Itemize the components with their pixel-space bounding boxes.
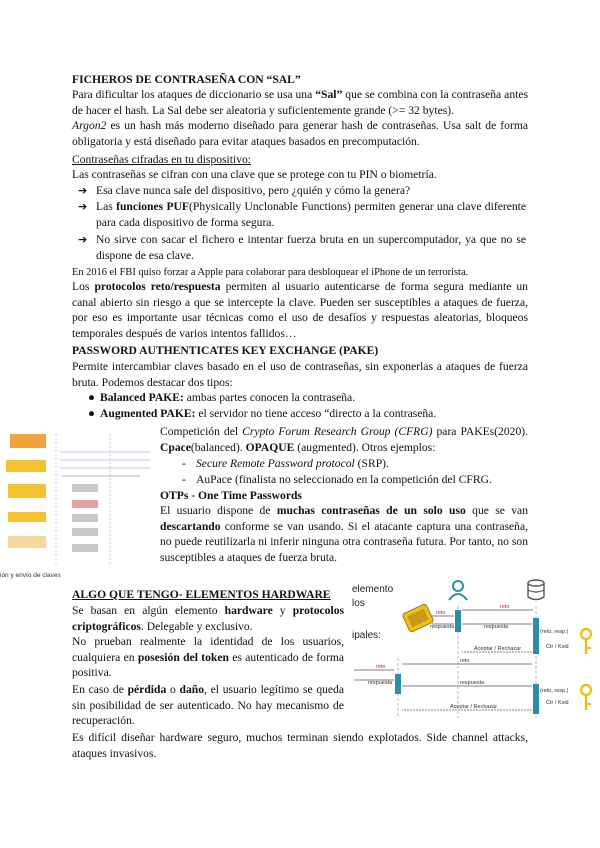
paragraph-hardware-2: No prueban realmente la identidad de los usuarios, cualquiera en posesión del token es autenticado de forma positiva. xyxy=(72,635,344,680)
msg-respuesta-1: respuesta xyxy=(430,624,455,630)
activation-bar xyxy=(533,618,539,654)
database-icon xyxy=(528,580,544,600)
diagram-box xyxy=(72,514,98,522)
sub-item-srp: - Secure Remote Password protocol (SRP). xyxy=(182,457,389,470)
paragraph-otp: El usuario dispone de muchas contraseñas de un solo uso que se van descartando conforme se van usando. Si el atacante captura una contraseña, no puede reutilizarla ni inferir ninguna otra contraseña futura. Por tanto, no son susceptibles a ataques de fuerza bruta. xyxy=(160,504,528,564)
sub-item-aupace: - AuPace (finalista no seleccionado en la competición del CFRG. xyxy=(182,473,492,486)
diagram-box xyxy=(72,500,98,508)
msg-respuesta-4: respuesta xyxy=(460,680,485,686)
diagram-box xyxy=(8,536,46,548)
figure-label-ipales: ipales: xyxy=(352,630,381,641)
pake-diagram xyxy=(0,424,156,580)
user-icon xyxy=(449,581,467,600)
msg-ctr-ksid-2: Ctr / Ksid xyxy=(546,700,569,706)
arrow-icon: ➔ xyxy=(78,184,88,197)
section-title-hardware: ALGO QUE TENGO- ELEMENTOS HARDWARE xyxy=(72,588,331,601)
arrow-icon: ➔ xyxy=(78,233,88,246)
figure-label-elemento: elemento xyxy=(352,584,394,595)
paragraph-reto-respuesta: Los protocolos reto/respuesta permiten al usuario autenticarse de forma segura mediante un canal abierto sin riesgo a que se intercepte la clave. Pueden ser susceptibles a ataques de fuerza, por eso es importante usar técnicas como el uso de desafíos y respuestas aleatorias, bloqueos temporales después de varios intentos fallidos… xyxy=(72,280,528,340)
arrow-item-1: ➔ Esa clave nunca sale del dispositivo, pero ¿quién y cómo la genera? xyxy=(78,184,411,197)
token-sequence-diagram xyxy=(350,578,600,718)
section-title-sal: FICHEROS DE CONTRASEÑA CON “SAL” xyxy=(72,73,301,86)
paragraph-argon2: Argon2 es un hash más moderno diseñado para generar hash de contraseñas. Usa salt de forma obligatoria y está diseñado para evitar ataques basados en precomputación. xyxy=(72,119,528,148)
msg-respuesta-2: respuesta xyxy=(484,624,509,630)
key-icon xyxy=(581,685,591,710)
paragraph-hardware-1: Se basan en algún elemento hardware y protocolos criptográficos. Delegable y exclusivo. xyxy=(72,604,344,633)
diagram-box xyxy=(8,512,46,522)
paragraph-pake: Permite intercambiar claves basado en el uso de contraseñas, sin exponerlas a ataques de fuerza bruta. Podemos destacar dos tipos: xyxy=(72,360,528,389)
msg-aceptar-1: Aceptar / Rechazar xyxy=(474,646,522,652)
msg-reto-2: reto xyxy=(436,610,446,616)
paragraph-competition: Competición del Crypto Forum Research Group (CFRG) para PAKEs(2020). Cpace(balanced). OPAQUE (augmented). Otros ejemplos: xyxy=(160,425,528,454)
arrow-item-2: ➔ Las funciones PUF(Physically Unclonable Functions) permiten generar una clave diferente para cada dispositivo de forma segura. xyxy=(78,200,527,229)
bullet-icon: ● xyxy=(88,407,96,420)
msg-reto-resp-1: (reto, resp.) xyxy=(540,629,569,635)
diagram-box xyxy=(8,484,46,498)
paragraph-hardware-3: En caso de pérdida o daño, el usuario legítimo se queda sin posibilidad de ser autenticado. No hay mecanismo de recuperación. xyxy=(72,683,344,728)
arrow-item-3: ➔ No sirve con sacar el fichero e intentar fuerza bruta en un supercomputador, ya que no se dispone de esa clave. xyxy=(78,233,526,262)
msg-ctr-ksid-1: Ctr / Ksid xyxy=(546,644,569,650)
msg-respuesta-3: respuesta xyxy=(368,680,393,686)
subtitle-device: Contraseñas cifradas en tu dispositivo: xyxy=(72,153,252,166)
bullet-icon: ● xyxy=(88,391,96,404)
paragraph-device: Las contraseñas se cifran con una clave que se protege con tu PIN o biometría. xyxy=(72,168,437,181)
activation-bar xyxy=(455,610,461,632)
paragraph-hardware-4: Es difícil diseñar hardware seguro, muchos terminan siendo explotados. Side channel attacks, ataques invasivos. xyxy=(72,731,528,760)
diagram-box xyxy=(72,484,98,492)
section-title-pake: PASSWORD AUTHENTICATES KEY EXCHANGE (PAKE) xyxy=(72,344,379,357)
paragraph-fbi: En 2016 el FBI quiso forzar a Apple para colaborar para desbloquear el iPhone de un terrorista. xyxy=(72,267,469,278)
msg-aceptar-2: Aceptar / Rechazar xyxy=(450,704,498,710)
activation-bar xyxy=(533,684,539,714)
bullet-augmented: ● Augmented PAKE: el servidor no tiene acceso “directo a la contraseña. xyxy=(88,407,437,420)
arrow-icon: ➔ xyxy=(78,200,88,213)
key-icon xyxy=(581,629,591,654)
diagram-box xyxy=(72,544,98,552)
msg-reto-resp-2: (reto, resp.) xyxy=(540,688,569,694)
otp-title: OTPs - One Time Passwords xyxy=(160,489,302,502)
paragraph-sal: Para dificultar los ataques de diccionario se usa una “Sal” que se combina con la contraseña antes de hacer el hash. La Sal debe ser aleatoria y suficientemente grande (>= 32 bytes). xyxy=(72,88,529,117)
activation-bar xyxy=(395,674,401,694)
msg-reto-4: reto xyxy=(376,664,386,670)
bullet-balanced: ● Balanced PAKE: ambas partes conocen la contraseña. xyxy=(88,391,356,404)
msg-reto-3: reto xyxy=(460,658,470,664)
diagram-box xyxy=(72,528,98,536)
diagram-box xyxy=(6,460,46,472)
diagram-box xyxy=(10,434,46,448)
msg-reto-1: reto xyxy=(500,604,510,610)
figure-label-los: los xyxy=(352,598,365,609)
diagram-caption: ión y envío de claves xyxy=(0,572,61,579)
